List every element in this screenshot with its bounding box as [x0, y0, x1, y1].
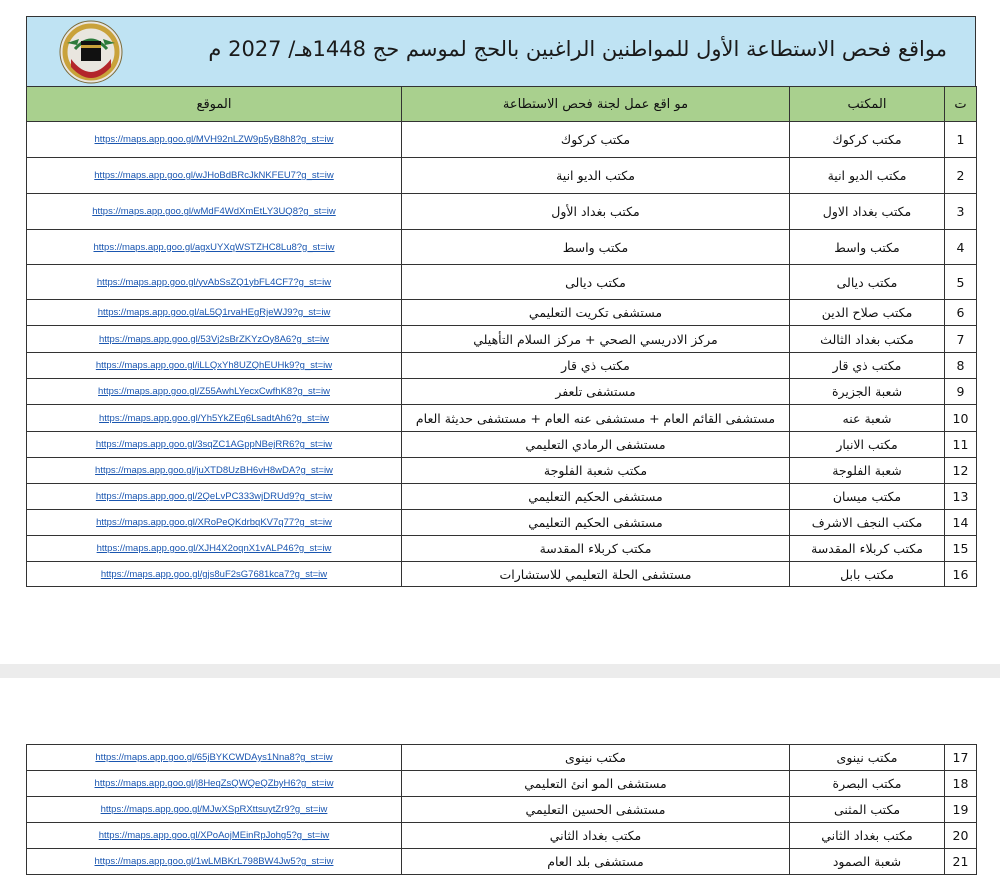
location-name: مستشفى المو انئ التعليمي [402, 771, 790, 797]
map-link[interactable]: https://maps.app.goo.gl/j8HeqZsQWQeQZbyH6?g_st=iw [27, 771, 402, 797]
row-number: 5 [945, 265, 977, 300]
map-link[interactable]: https://maps.app.goo.gl/53Vj2sBrZKYzOy8A6?g_st=iw [27, 326, 402, 353]
map-link[interactable]: https://maps.app.goo.gl/2QeLvPC333wjDRUd9?g_st=iw [27, 484, 402, 510]
location-name: مستشفى تلعفر [402, 379, 790, 405]
map-link[interactable]: https://maps.app.goo.gl/agxUYXqWSTZHC8Lu8?g_st=iw [27, 230, 402, 265]
row-number: 9 [945, 379, 977, 405]
table-row [27, 122, 977, 158]
location-name: مكتب نينوى [402, 745, 790, 771]
row-number: 6 [945, 300, 977, 326]
row-number: 19 [945, 797, 977, 823]
office-name: مكتب الانبار [790, 432, 945, 458]
row-number: 4 [945, 230, 977, 265]
map-link[interactable]: https://maps.app.goo.gl/3sqZC1AGppNBejRR6?g_st=iw [27, 432, 402, 458]
pilgrimage-emblem-icon [57, 19, 125, 85]
map-link[interactable]: https://maps.app.goo.gl/MVH92nLZW9p5yB8h8?g_st=iw [27, 122, 402, 158]
office-name: مكتب المثنى [790, 797, 945, 823]
location-name: مستشفى الحكيم التعليمي [402, 510, 790, 536]
office-name: شعبة عنه [790, 405, 945, 432]
map-link[interactable]: https://maps.app.goo.gl/wJHoBdBRcJkNKFEU7?g_st=iw [27, 158, 402, 194]
office-name: مكتب بغداد الثاني [790, 823, 945, 849]
map-link[interactable]: https://maps.app.goo.gl/juXTD8UzBH6vH8wDA?g_st=iw [27, 458, 402, 484]
location-name: مكتب ذي قار [402, 353, 790, 379]
table-row [27, 405, 977, 432]
row-number: 11 [945, 432, 977, 458]
table-row [27, 230, 977, 265]
row-number: 7 [945, 326, 977, 353]
office-name: مكتب بغداد الثالث [790, 326, 945, 353]
table-row [27, 194, 977, 230]
table-row [27, 562, 977, 587]
location-name: مكتب كركوك [402, 122, 790, 158]
location-name: مكتب بغداد الثاني [402, 823, 790, 849]
table-row [27, 432, 977, 458]
row-number: 17 [945, 745, 977, 771]
row-number: 15 [945, 536, 977, 562]
map-link[interactable]: https://maps.app.goo.gl/Yh5YkZEq6LsadtAh6?g_st=iw [27, 405, 402, 432]
row-number: 12 [945, 458, 977, 484]
office-name: مكتب واسط [790, 230, 945, 265]
location-name: مركز الادريسي الصحي + مركز السلام التأهيلي [402, 326, 790, 353]
office-name: مكتب الديو انية [790, 158, 945, 194]
page-title: مواقع فحص الاستطاعة الأول للمواطنين الراغبين بالحج لموسم حج 1448هـ/ 2027 م [208, 37, 947, 61]
table-row [27, 797, 977, 823]
row-number: 14 [945, 510, 977, 536]
table-row [27, 265, 977, 300]
map-link[interactable]: https://maps.app.goo.gl/XPoAojMEinRpJohg5?g_st=iw [27, 823, 402, 849]
office-name: مكتب بابل [790, 562, 945, 587]
map-link[interactable]: https://maps.app.goo.gl/aL5Q1rvaHEgRjeWJ9?g_st=iw [27, 300, 402, 326]
office-name: مكتب نينوى [790, 745, 945, 771]
office-name: مكتب ديالى [790, 265, 945, 300]
table-row [27, 158, 977, 194]
location-name: مكتب ديالى [402, 265, 790, 300]
table-row [27, 849, 977, 875]
office-name: شعبة الصمود [790, 849, 945, 875]
row-number: 3 [945, 194, 977, 230]
row-number: 10 [945, 405, 977, 432]
row-number: 20 [945, 823, 977, 849]
location-name: مستشفى الرمادي التعليمي [402, 432, 790, 458]
table-row [27, 458, 977, 484]
office-name: مكتب صلاح الدين [790, 300, 945, 326]
table-row [27, 745, 977, 771]
office-name: مكتب النجف الاشرف [790, 510, 945, 536]
table-row [27, 326, 977, 353]
header-location: مو اقع عمل لجنة فحص الاستطاعة [402, 87, 790, 122]
map-link[interactable]: https://maps.app.goo.gl/wMdF4WdXmEtLY3UQ8?g_st=iw [27, 194, 402, 230]
map-link[interactable]: https://maps.app.goo.gl/iLLQxYh8UZQhEUHk9?g_st=iw [27, 353, 402, 379]
row-number: 8 [945, 353, 977, 379]
map-link[interactable]: https://maps.app.goo.gl/1wLMBKrL798BW4Jw5?g_st=iw [27, 849, 402, 875]
table-body [27, 745, 977, 875]
table-row [27, 536, 977, 562]
office-name: شعبة الجزيرة [790, 379, 945, 405]
office-name: مكتب البصرة [790, 771, 945, 797]
table-row [27, 300, 977, 326]
map-link[interactable]: https://maps.app.goo.gl/Z55AwhLYecxCwfhK8?g_st=iw [27, 379, 402, 405]
row-number: 18 [945, 771, 977, 797]
table-row [27, 379, 977, 405]
header-num: ت [945, 87, 977, 122]
header-row [27, 87, 977, 122]
row-number: 2 [945, 158, 977, 194]
header-office: المكتب [790, 87, 945, 122]
map-link[interactable]: https://maps.app.goo.gl/gjs8uF2sG7681kca7?g_st=iw [27, 562, 402, 587]
location-name: مكتب بغداد الأول [402, 194, 790, 230]
row-number: 21 [945, 849, 977, 875]
map-link[interactable]: https://maps.app.goo.gl/MJwXSpRXttsuytZr9?g_st=iw [27, 797, 402, 823]
location-name: مستشفى الحسين التعليمي [402, 797, 790, 823]
location-name: مستشفى القائم العام + مستشفى عنه العام + مستشفى حديثة العام [402, 405, 790, 432]
title-bar [26, 16, 976, 86]
map-link[interactable]: https://maps.app.goo.gl/65jBYKCWDAys1Nna8?g_st=iw [27, 745, 402, 771]
office-name: مكتب ميسان [790, 484, 945, 510]
table-row [27, 353, 977, 379]
row-number: 1 [945, 122, 977, 158]
office-name: مكتب بغداد الاول [790, 194, 945, 230]
location-name: مستشفى تكريت التعليمي [402, 300, 790, 326]
table-row [27, 771, 977, 797]
map-link[interactable]: https://maps.app.goo.gl/XJH4X2oqnX1vALP46?g_st=iw [27, 536, 402, 562]
page-separator [0, 664, 1000, 678]
offices-table-continued [26, 744, 977, 875]
location-name: مكتب كربلاء المقدسة [402, 536, 790, 562]
location-name: مستشفى الحلة التعليمي للاستشارات [402, 562, 790, 587]
table-row [27, 510, 977, 536]
location-name: مكتب شعبة الفلوجة [402, 458, 790, 484]
location-name: مستشفى الحكيم التعليمي [402, 484, 790, 510]
office-name: مكتب كركوك [790, 122, 945, 158]
row-number: 16 [945, 562, 977, 587]
table-row [27, 823, 977, 849]
offices-table [26, 86, 977, 587]
location-name: مستشفى بلد العام [402, 849, 790, 875]
row-number: 13 [945, 484, 977, 510]
office-name: شعبة الفلوجة [790, 458, 945, 484]
office-name: مكتب كربلاء المقدسة [790, 536, 945, 562]
office-name: مكتب ذي قار [790, 353, 945, 379]
location-name: مكتب الديو انية [402, 158, 790, 194]
page-2 [0, 678, 1000, 890]
table-body [27, 122, 977, 587]
header-link: الموقع [27, 87, 402, 122]
table-row [27, 484, 977, 510]
map-link[interactable]: https://maps.app.goo.gl/yvAbSsZQ1ybFL4CF7?g_st=iw [27, 265, 402, 300]
location-name: مكتب واسط [402, 230, 790, 265]
map-link[interactable]: https://maps.app.goo.gl/XRoPeQKdrbqKV7q77?g_st=iw [27, 510, 402, 536]
